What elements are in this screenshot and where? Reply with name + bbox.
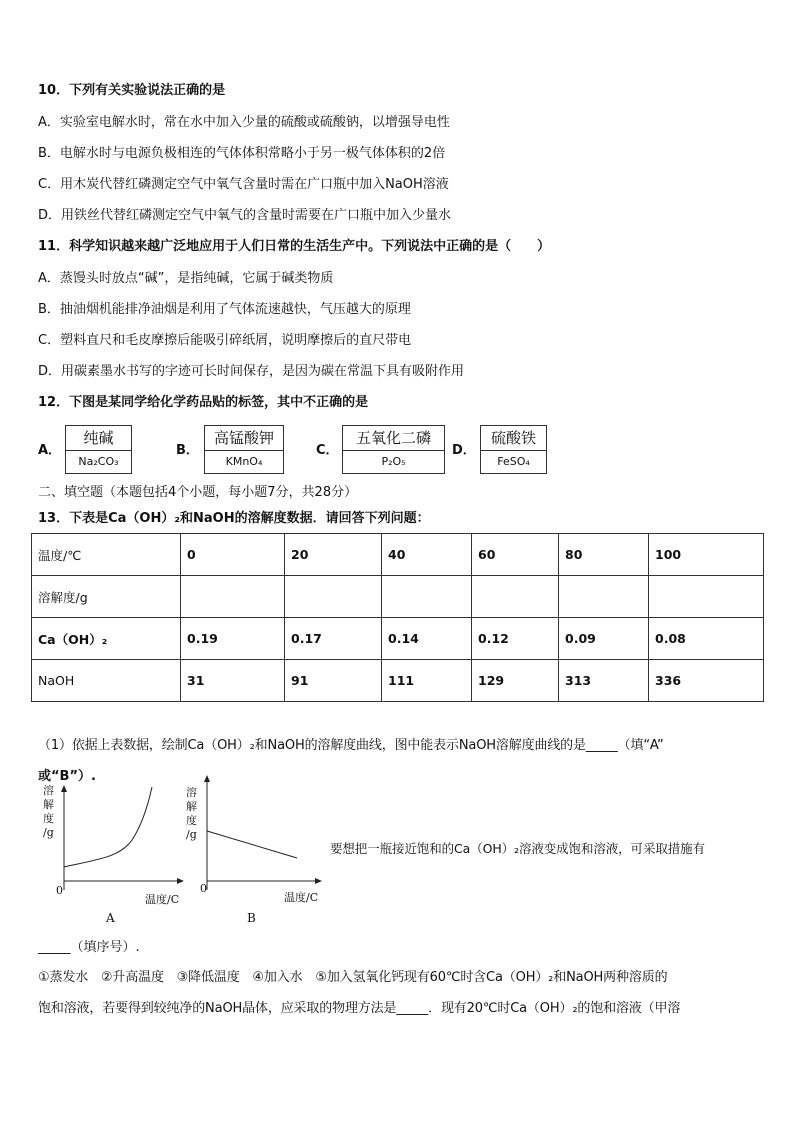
q12-letter-d: D． — [452, 443, 476, 458]
q13-blank-line: _____（填序号）. — [38, 940, 140, 955]
section-heading: 二、填空题（本题包括4个小题，每小题7分，共28分） — [38, 485, 358, 500]
y-arrow-icon — [204, 775, 210, 782]
table-cell: 60 — [472, 534, 559, 576]
q12-tag-c — [342, 425, 445, 474]
tag-formula: FeSO₄ — [497, 455, 530, 468]
q13-part1-line2: 或“B”）. — [38, 769, 96, 784]
table-cell — [382, 576, 472, 618]
q10-option-b: B．电解水时与电源负极相连的气体体积常略小于另一极气体体积的2倍 — [38, 146, 446, 161]
curve-falling — [207, 831, 297, 858]
q12-letter-b: B． — [176, 443, 199, 458]
table-cell: 100 — [649, 534, 764, 576]
q13-choices-line: ①蒸发水 ②升高温度 ③降低温度 ④加入水 ⑤加入氢氧化钙现有60℃时含Ca（OH）₂和NaOH两种溶质的 — [38, 970, 668, 985]
q12-stem: 12．下图是某同学给化学药品贴的标签，其中不正确的是 — [38, 395, 369, 410]
table-cell — [649, 576, 764, 618]
q10-option-d: D．用铁丝代替红磷测定空气中氧气的含量时需要在广口瓶中加入少量水 — [38, 208, 452, 223]
table-cell: 91 — [285, 660, 382, 702]
q13-last-line: 饱和溶液，若要得到较纯净的NaOH晶体，应采取的物理方法是_____．现有20℃时Ca（OH）₂的饱和溶液（甲溶 — [38, 1001, 681, 1016]
table-row — [32, 660, 764, 702]
table-cell: 336 — [649, 660, 764, 702]
tag-name: 五氧化二磷 — [343, 426, 444, 451]
q13-part1-line1: （1）依据上表数据，绘制Ca（OH）₂和NaOH的溶解度曲线，图中能表示NaOH溶解度曲线的是_____（填“A” — [38, 738, 664, 753]
q12-tag-a — [65, 425, 132, 474]
table-cell — [559, 576, 649, 618]
tag-name: 纯碱 — [66, 426, 131, 451]
table-cell — [181, 576, 285, 618]
table-cell: 0.09 — [559, 618, 649, 660]
table-cell: 129 — [472, 660, 559, 702]
graph-b-caption: B — [247, 911, 256, 925]
tag-formula: P₂O₅ — [381, 455, 406, 468]
table-cell: 40 — [382, 534, 472, 576]
table-cell — [285, 576, 382, 618]
graph-b — [183, 773, 333, 893]
graph-a-caption: A — [106, 911, 115, 925]
table-cell: NaOH — [32, 660, 181, 702]
table-cell: 31 — [181, 660, 285, 702]
table-cell: 20 — [285, 534, 382, 576]
q11-stem: 11．科学知识越来越广泛地应用于人们日常的生活生产中。下列说法中正确的是（ ） — [38, 239, 551, 254]
graph-b-xlabel: 温度/C — [284, 891, 319, 904]
graph-a-ylabel: 溶 解 度 /g — [43, 784, 54, 839]
q13-stem: 13．下表是Ca（OH）₂和NaOH的溶解度数据．请回答下列问题： — [38, 511, 430, 526]
graph-a-origin: 0 — [56, 884, 63, 897]
table-cell: 温度/℃ — [32, 534, 181, 576]
q12-tag-d — [480, 425, 547, 474]
q11-option-b: B．抽油烟机能排净油烟是利用了气体流速越快，气压越大的原理 — [38, 302, 411, 317]
table-row — [32, 618, 764, 660]
table-cell: 111 — [382, 660, 472, 702]
table-cell: 0.19 — [181, 618, 285, 660]
table-cell: 80 — [559, 534, 649, 576]
table-cell: 313 — [559, 660, 649, 702]
table-cell: 0.17 — [285, 618, 382, 660]
q10-option-c: C．用木炭代替红磷测定空气中氧气含量时需在广口瓶中加入NaOH溶液 — [38, 177, 449, 192]
q10-stem: 10．下列有关实验说法正确的是 — [38, 83, 226, 98]
q11-option-d: D．用碳素墨水书写的字迹可长时间保存，是因为碳在常温下具有吸附作用 — [38, 364, 465, 379]
table-cell: 0.12 — [472, 618, 559, 660]
table-cell — [472, 576, 559, 618]
table-row — [32, 534, 764, 576]
solubility-table — [31, 533, 764, 702]
table-cell: 0 — [181, 534, 285, 576]
table-cell: Ca（OH）₂ — [32, 618, 181, 660]
tag-formula: Na₂CO₃ — [78, 455, 119, 468]
table-cell: 溶解度/g — [32, 576, 181, 618]
q11-option-c: C．塑料直尺和毛皮摩擦后能吸引碎纸屑，说明摩擦后的直尺带电 — [38, 333, 412, 348]
table-row — [32, 576, 764, 618]
graph-a-xlabel: 温度/C — [145, 893, 180, 906]
tag-name: 硫酸铁 — [481, 426, 546, 451]
table-cell: 0.08 — [649, 618, 764, 660]
graph-b-origin: 0 — [200, 882, 207, 895]
graph-b-ylabel: 溶 解 度 /g — [186, 786, 197, 841]
q13-side-text: 要想把一瓶接近饱和的Ca（OH）₂溶液变成饱和溶液，可采取措施有 — [330, 841, 705, 856]
q10-option-a: A．实验室电解水时，常在水中加入少量的硫酸或硫酸钠，以增强导电性 — [38, 115, 450, 130]
y-arrow-icon — [61, 785, 67, 792]
q11-option-a: A．蒸馒头时放点“碱”，是指纯碱，它属于碱类物质 — [38, 271, 334, 286]
q12-tag-b — [204, 425, 284, 474]
q12-letter-c: C． — [316, 443, 339, 458]
table-cell: 0.14 — [382, 618, 472, 660]
tag-formula: KMnO₄ — [225, 455, 263, 468]
q12-letter-a: A． — [38, 443, 62, 458]
x-arrow-icon — [315, 878, 322, 884]
curve-rising — [64, 787, 152, 867]
tag-name: 高锰酸钾 — [205, 426, 283, 451]
